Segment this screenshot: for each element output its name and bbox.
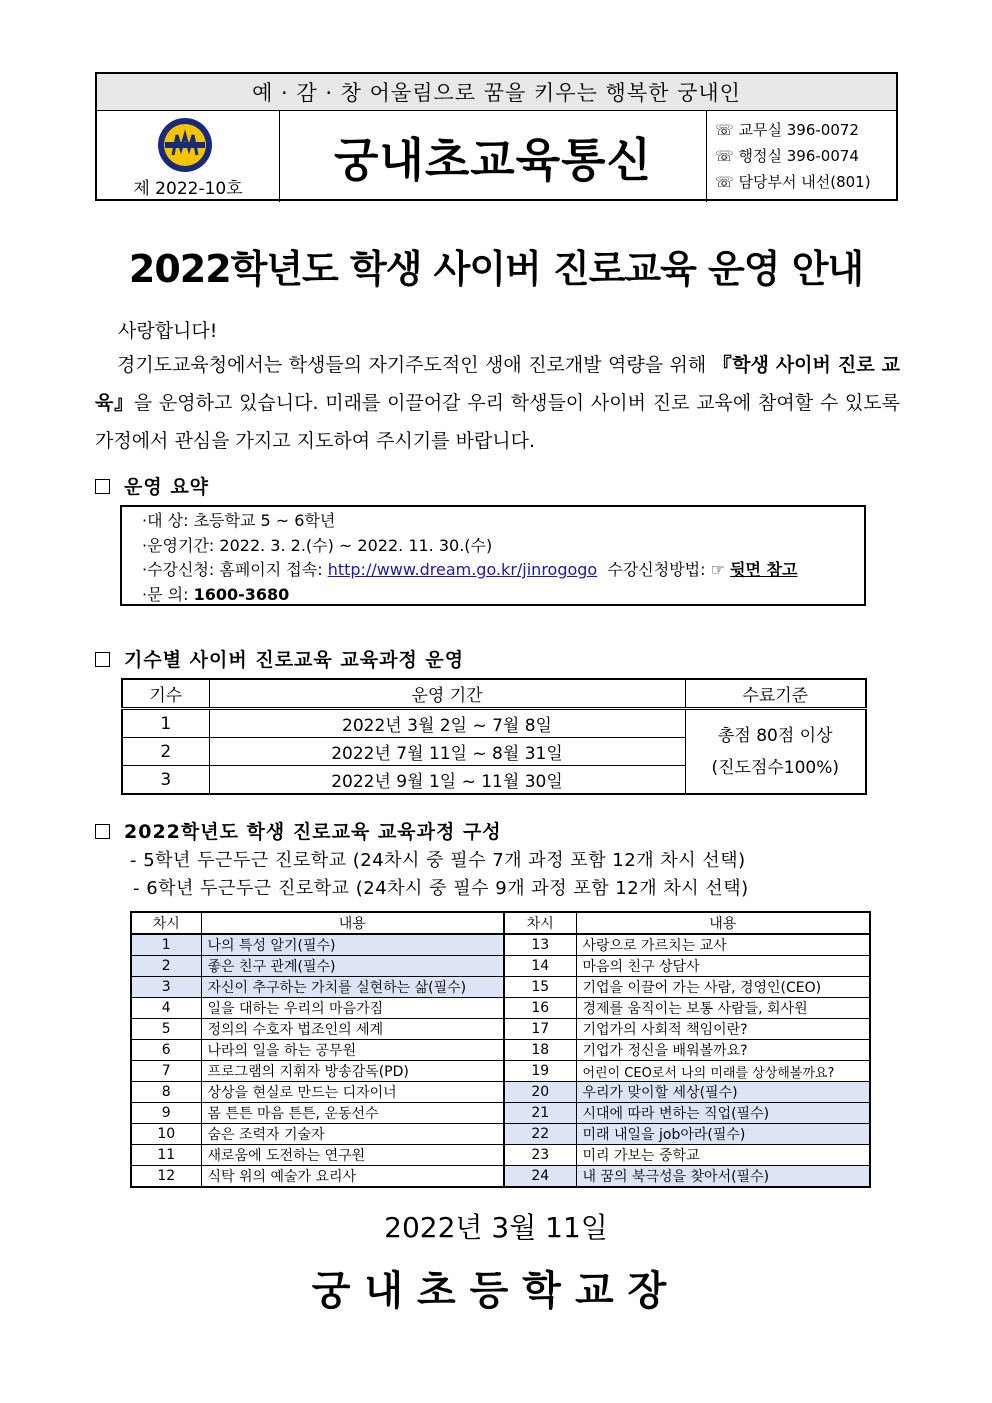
lesson-title: 식탁 위의 예술가 요리사	[201, 1166, 504, 1188]
lesson-title: 내 꿈의 북극성을 찾아서(필수)	[576, 1166, 870, 1188]
table-row	[131, 1061, 870, 1082]
checkbox-icon	[95, 652, 110, 667]
lesson-number: 7	[131, 1061, 201, 1082]
lesson-number: 2	[131, 956, 201, 977]
section-title: 기수별 사이버 진로교육 교육과정 운영	[124, 649, 465, 671]
contact-phone: 1600-3680	[193, 584, 290, 604]
issue-date: 2022년 3월 11일	[384, 1211, 608, 1244]
lesson-number: 15	[504, 977, 576, 998]
table-row	[131, 977, 870, 998]
principal-signature: 궁내초등학교장	[311, 1268, 681, 1314]
label: 수강신청방법: ☞	[607, 560, 731, 579]
slogan: 예 · 감 · 창 어울림으로 꿈을 키우는 행복한 궁내인	[97, 74, 896, 111]
value: : 홈페이지 접속:	[208, 560, 328, 579]
section-heading	[95, 817, 502, 844]
lesson-title: 우리가 맞이할 세상(필수)	[576, 1082, 870, 1103]
table-row	[131, 1166, 870, 1188]
lesson-title: 마음의 친구 상담사	[576, 956, 870, 977]
cell: 2	[122, 738, 209, 766]
program-name: 『학생 사이버 진로 교육』	[95, 354, 900, 414]
lesson-number: 16	[504, 998, 576, 1019]
column-header: 기수	[122, 679, 209, 709]
contact-line: ☏ 행정실 396-0074	[715, 147, 859, 165]
lesson-number: 18	[504, 1040, 576, 1061]
lesson-title: 기업가 정신을 배워볼까요?	[576, 1040, 870, 1061]
table-row	[122, 709, 866, 738]
lesson-number: 23	[504, 1145, 576, 1166]
section-title: 2022학년도 학생 진로교육 교육과정 구성	[124, 821, 502, 843]
lesson-title: 나의 특성 알기(필수)	[201, 934, 504, 956]
lesson-title: 경제를 움직이는 보통 사람들, 회사원	[576, 998, 870, 1019]
cell: 2022년 9월 1일 ~ 11월 30일	[209, 766, 685, 795]
lesson-number: 1	[131, 934, 201, 956]
lesson-number: 21	[504, 1103, 576, 1124]
issue-number: 제 2022-10호	[133, 179, 243, 199]
lesson-number: 13	[504, 934, 576, 956]
checkbox-icon	[95, 824, 110, 839]
table-row	[131, 998, 870, 1019]
lesson-title: 일을 대하는 우리의 마음가짐	[201, 998, 504, 1019]
summary-box: ·대 상: 초등학교 5 ~ 6학년 ·운영기간: 2022. 3. 2.(수) ~ 2022. 11. 30.(수) ·수강신청: 홈페이지 접속: http://www.dream.go.kr/jinrogogo 수강신청방법: ☞ 뒷면 참고 ·문 의: 1600-3680	[120, 505, 866, 606]
newsletter-header	[95, 72, 898, 201]
lesson-number: 19	[504, 1061, 576, 1082]
value: : 초등학교 5 ~ 6학년	[183, 511, 336, 530]
table-row	[131, 1124, 870, 1145]
curriculum-table	[130, 911, 871, 1188]
column-header: 운영 기간	[209, 679, 685, 709]
column-header: 내용	[576, 912, 870, 934]
grade5-note: - 5학년 두근두근 진로학교 (24차시 중 필수 7개 과정 포함 12개 차시 선택)	[130, 850, 746, 871]
back-page-ref: 뒷면 참고	[730, 560, 798, 579]
lesson-title: 자신이 추구하는 가치를 실현하는 삶(필수)	[201, 977, 504, 998]
lesson-title: 사랑으로 가르치는 교사	[576, 934, 870, 956]
newsletter-title: 궁내초교육통신	[280, 111, 707, 202]
lesson-number: 5	[131, 1019, 201, 1040]
lesson-title: 미리 가보는 중학교	[576, 1145, 870, 1166]
lesson-title: 미래 내일을 job아라(필수)	[576, 1124, 870, 1145]
lesson-number: 22	[504, 1124, 576, 1145]
contact-line: ☏ 교무실 396-0072	[715, 121, 859, 139]
intro-text: 을 운영하고 있습니다. 미래를 이끌어갈 우리 학생들이 사이버 진로 교육에 참여할 수 있도록 가정에서 관심을 가지고 지도하여 주시기를 바랍니다.	[95, 392, 900, 452]
table-row	[131, 934, 870, 956]
column-header: 차시	[504, 912, 576, 934]
cell: 1	[122, 709, 209, 738]
lesson-number: 14	[504, 956, 576, 977]
table-row	[131, 956, 870, 977]
intro-paragraph	[95, 346, 900, 460]
lesson-title: 몸 튼튼 마음 튼튼, 운동선수	[201, 1103, 504, 1124]
table-row	[131, 1040, 870, 1061]
lesson-title: 시대에 따라 변하는 직업(필수)	[576, 1103, 870, 1124]
lesson-number: 24	[504, 1166, 576, 1188]
label: ·운영기간	[142, 535, 209, 555]
label: ·대 상	[142, 511, 184, 530]
page-title: 2022학년도 학생 사이버 진로교육 운영 안내	[128, 247, 864, 291]
lesson-title: 새로움에 도전하는 연구원	[201, 1145, 504, 1166]
column-header: 차시	[131, 912, 201, 934]
lesson-number: 6	[131, 1040, 201, 1061]
grade6-note: - 6학년 두근두근 진로학교 (24차시 중 필수 9개 과정 포함 12개 차시 선택)	[133, 878, 749, 899]
lesson-number: 20	[504, 1082, 576, 1103]
dream-link[interactable]: http://www.dream.go.kr/jinrogogo	[327, 560, 598, 579]
lesson-number: 11	[131, 1145, 201, 1166]
contact-list	[707, 111, 896, 202]
lesson-title: 상상을 현실로 만드는 디자이너	[201, 1082, 504, 1103]
cell: 3	[122, 766, 209, 795]
section-title: 운영 요약	[124, 476, 210, 498]
intro-text: 경기도교육청에서는 학생들의 자기주도적인 생애 진로개발 역량을 위해	[117, 354, 713, 376]
school-logo-icon	[157, 117, 213, 173]
lesson-title: 숨은 조력자 기술자	[201, 1124, 504, 1145]
lesson-title: 프로그램의 지휘자 방송감독(PD)	[201, 1061, 504, 1082]
sessions-table	[121, 678, 867, 795]
section-heading	[95, 472, 209, 499]
lesson-title: 기업가의 사회적 책임이란?	[576, 1019, 870, 1040]
section-heading	[95, 645, 464, 672]
label: ·수강신청	[142, 560, 209, 579]
table-row	[131, 1145, 870, 1166]
criteria-line: 총점 80점 이상	[717, 725, 833, 746]
lesson-title: 기업을 이끌어 가는 사람, 경영인(CEO)	[576, 977, 870, 998]
table-row	[131, 1019, 870, 1040]
lesson-number: 9	[131, 1103, 201, 1124]
lesson-number: 10	[131, 1124, 201, 1145]
table-row	[131, 1103, 870, 1124]
column-header: 수료기준	[685, 679, 866, 709]
lesson-number: 17	[504, 1019, 576, 1040]
lesson-title: 정의의 수호자 법조인의 세계	[201, 1019, 504, 1040]
criteria-cell	[685, 709, 866, 795]
table-row	[131, 1082, 870, 1103]
criteria-line: (진도점수100%)	[711, 757, 840, 778]
value: : 2022. 3. 2.(수) ~ 2022. 11. 30.(수)	[208, 535, 493, 555]
lesson-number: 8	[131, 1082, 201, 1103]
cell: 2022년 3월 2일 ~ 7월 8일	[209, 709, 685, 738]
lesson-title: 나라의 일을 하는 공무원	[201, 1040, 504, 1061]
checkbox-icon	[95, 479, 110, 494]
lesson-number: 4	[131, 998, 201, 1019]
column-header: 내용	[201, 912, 504, 934]
label: ·문 의	[142, 584, 184, 604]
greeting: 사랑합니다!	[118, 320, 218, 342]
cell: 2022년 7월 11일 ~ 8월 31일	[209, 738, 685, 766]
logo-cell	[97, 111, 280, 202]
lesson-number: 3	[131, 977, 201, 998]
lesson-number: 12	[131, 1166, 201, 1188]
contact-line: ☏ 담당부서 내선(801)	[715, 173, 871, 191]
lesson-title: 어린이 CEO로서 나의 미래를 상상해볼까요?	[576, 1061, 870, 1082]
lesson-title: 좋은 친구 관계(필수)	[201, 956, 504, 977]
